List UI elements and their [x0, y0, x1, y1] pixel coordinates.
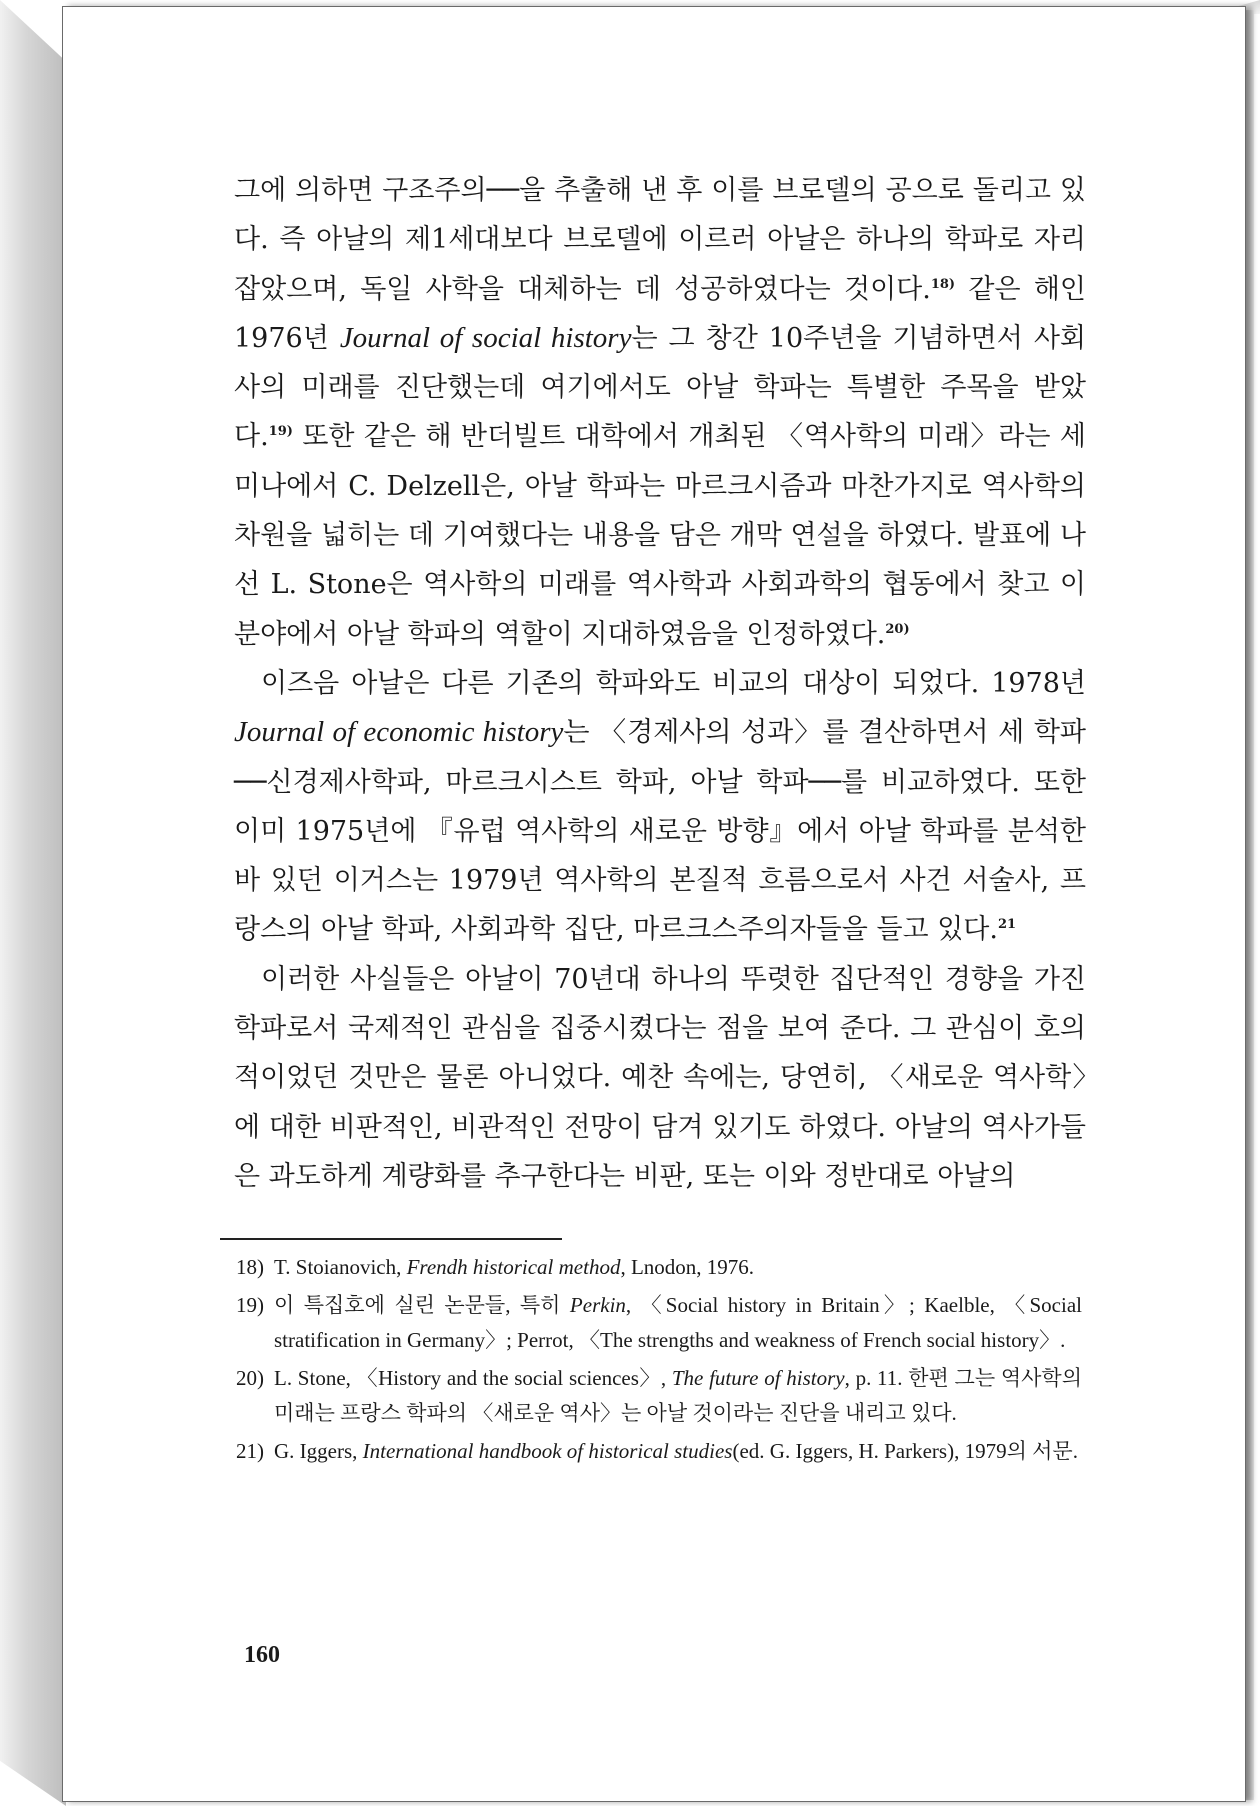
text-run: 그에 의하면 구조주의──을 추출해 낸 후 이를 브로델의 공으로 돌리고 있다. 즉 아날의 제1세대보다 브로델에 이르러 아날은 하나의 학파로 자리잡았으며, 독일 사학을 대체하는 데 성공하였다는 것이다. [234, 175, 1086, 305]
text-run: L. Stone, 〈History and the social sciences〉, [274, 1365, 672, 1390]
text-run: , 〈Social history in Britain〉; Kaelble, 〈Social stratification in Germany〉; Perrot, 〈The strengths and weakness of French social history〉. [274, 1292, 1082, 1352]
footnote-ref-21: 21 [997, 917, 1017, 933]
text-run: 이 특집호에 실린 논문들, 특히 [274, 1292, 570, 1317]
paragraph-3 [234, 955, 1086, 1201]
text-run: 또한 같은 해 반더빌트 대학에서 개최된 〈역사학의 미래〉라는 세미나에서 C. Delzell은, 아날 학파는 마르크시즘과 마찬가지로 역사학의 차원을 넓히는 데 기여했다는 내용을 담은 개막 연설을 하였다. 발표에 나선 L. Stone은 역사학의 미래를 역사학과 사회과학의 협동에서 찾고 이 분야에서 아날 학파의 역할이 지대하였음을 인정하였다. [234, 421, 1086, 650]
footnote-21 [236, 1434, 1082, 1470]
book-title: International handbook of historical studies [362, 1438, 733, 1463]
main-text [234, 166, 1086, 1201]
text-run: , Lnodon, 1976. [620, 1255, 755, 1279]
text-run: 는 〈경제사의 성과〉를 결산하면서 세 학파──신경제사학파, 마르크시스트 학파, 아날 학파──를 비교하였다. 또한 이미 1975년에 『유럽 역사학의 새로운 방향』에서 아날 학파를 분석한 바 있던 이거스는 1979년 역사학의 본질적 흐름으로서 사건 서술사, 프랑스의 아날 학파, 사회과학 집단, 마르크스주의자들을 들고 있다. [234, 717, 1086, 946]
journal-title: Journal of economic history [234, 716, 564, 749]
book-title: The future of history [671, 1365, 845, 1390]
footnote-number: 21) [236, 1438, 264, 1463]
text-run: T. Stoianovich, [274, 1255, 407, 1279]
footnote-18 [236, 1250, 1082, 1286]
footnote-ref-18: 18) [930, 276, 956, 292]
page-number: 160 [244, 1642, 280, 1668]
footnotes [236, 1250, 1082, 1471]
text-run: 는 그 창간 10주년을 기념하면서 사회사의 미래를 진단했는데 여기에서도 아날 학파는 특별한 주목을 받았다. [234, 322, 1086, 453]
footnote-number: 20) [236, 1365, 264, 1390]
footnote-divider [220, 1238, 562, 1240]
footnote-number: 18) [236, 1255, 264, 1279]
journal-title: Journal of social history [339, 321, 632, 354]
text-run: (ed. G. Iggers, H. Parkers), 1979의 서문. [732, 1438, 1078, 1463]
book-spine-edge [0, 0, 66, 1806]
footnote-ref-19: 19) [268, 424, 293, 440]
text-run: , p. 11. 한편 그는 역사학의 미래는 프랑스 학파의 〈새로운 역사〉는 아날 것이라는 진단을 내리고 있다. [274, 1365, 1082, 1425]
author-name: Perkin [569, 1292, 626, 1317]
text-run: 이러한 사실들은 아날이 70년대 하나의 뚜렷한 집단적인 경향을 가진 학파로서 국제적인 관심을 집중시켰다는 점을 보여 준다. 그 관심이 호의적이었던 것만은 물론 아니었다. 예찬 속에는, 당연히, 〈새로운 역사학〉에 대한 비판적인, 비관적인 전망이 담겨 있기도 하였다. 아날의 역사가들은 과도하게 계량화를 추구한다는 비판, 또는 이와 정반대로 아날의 [234, 963, 1086, 1192]
paragraph-1 [234, 166, 1086, 659]
text-run: 이즈음 아날은 다른 기존의 학파와도 비교의 대상이 되었다. 1978년 [261, 667, 1086, 699]
text-run: 같은 해인 1976년 [234, 273, 1086, 354]
footnote-number: 19) [236, 1292, 264, 1317]
footnote-19 [236, 1288, 1082, 1359]
footnote-ref-20: 20) [885, 621, 910, 637]
book-title: Frendh historical method [406, 1255, 621, 1279]
text-run: G. Iggers, [274, 1438, 363, 1463]
paragraph-2 [234, 659, 1086, 955]
footnote-20 [236, 1361, 1082, 1432]
